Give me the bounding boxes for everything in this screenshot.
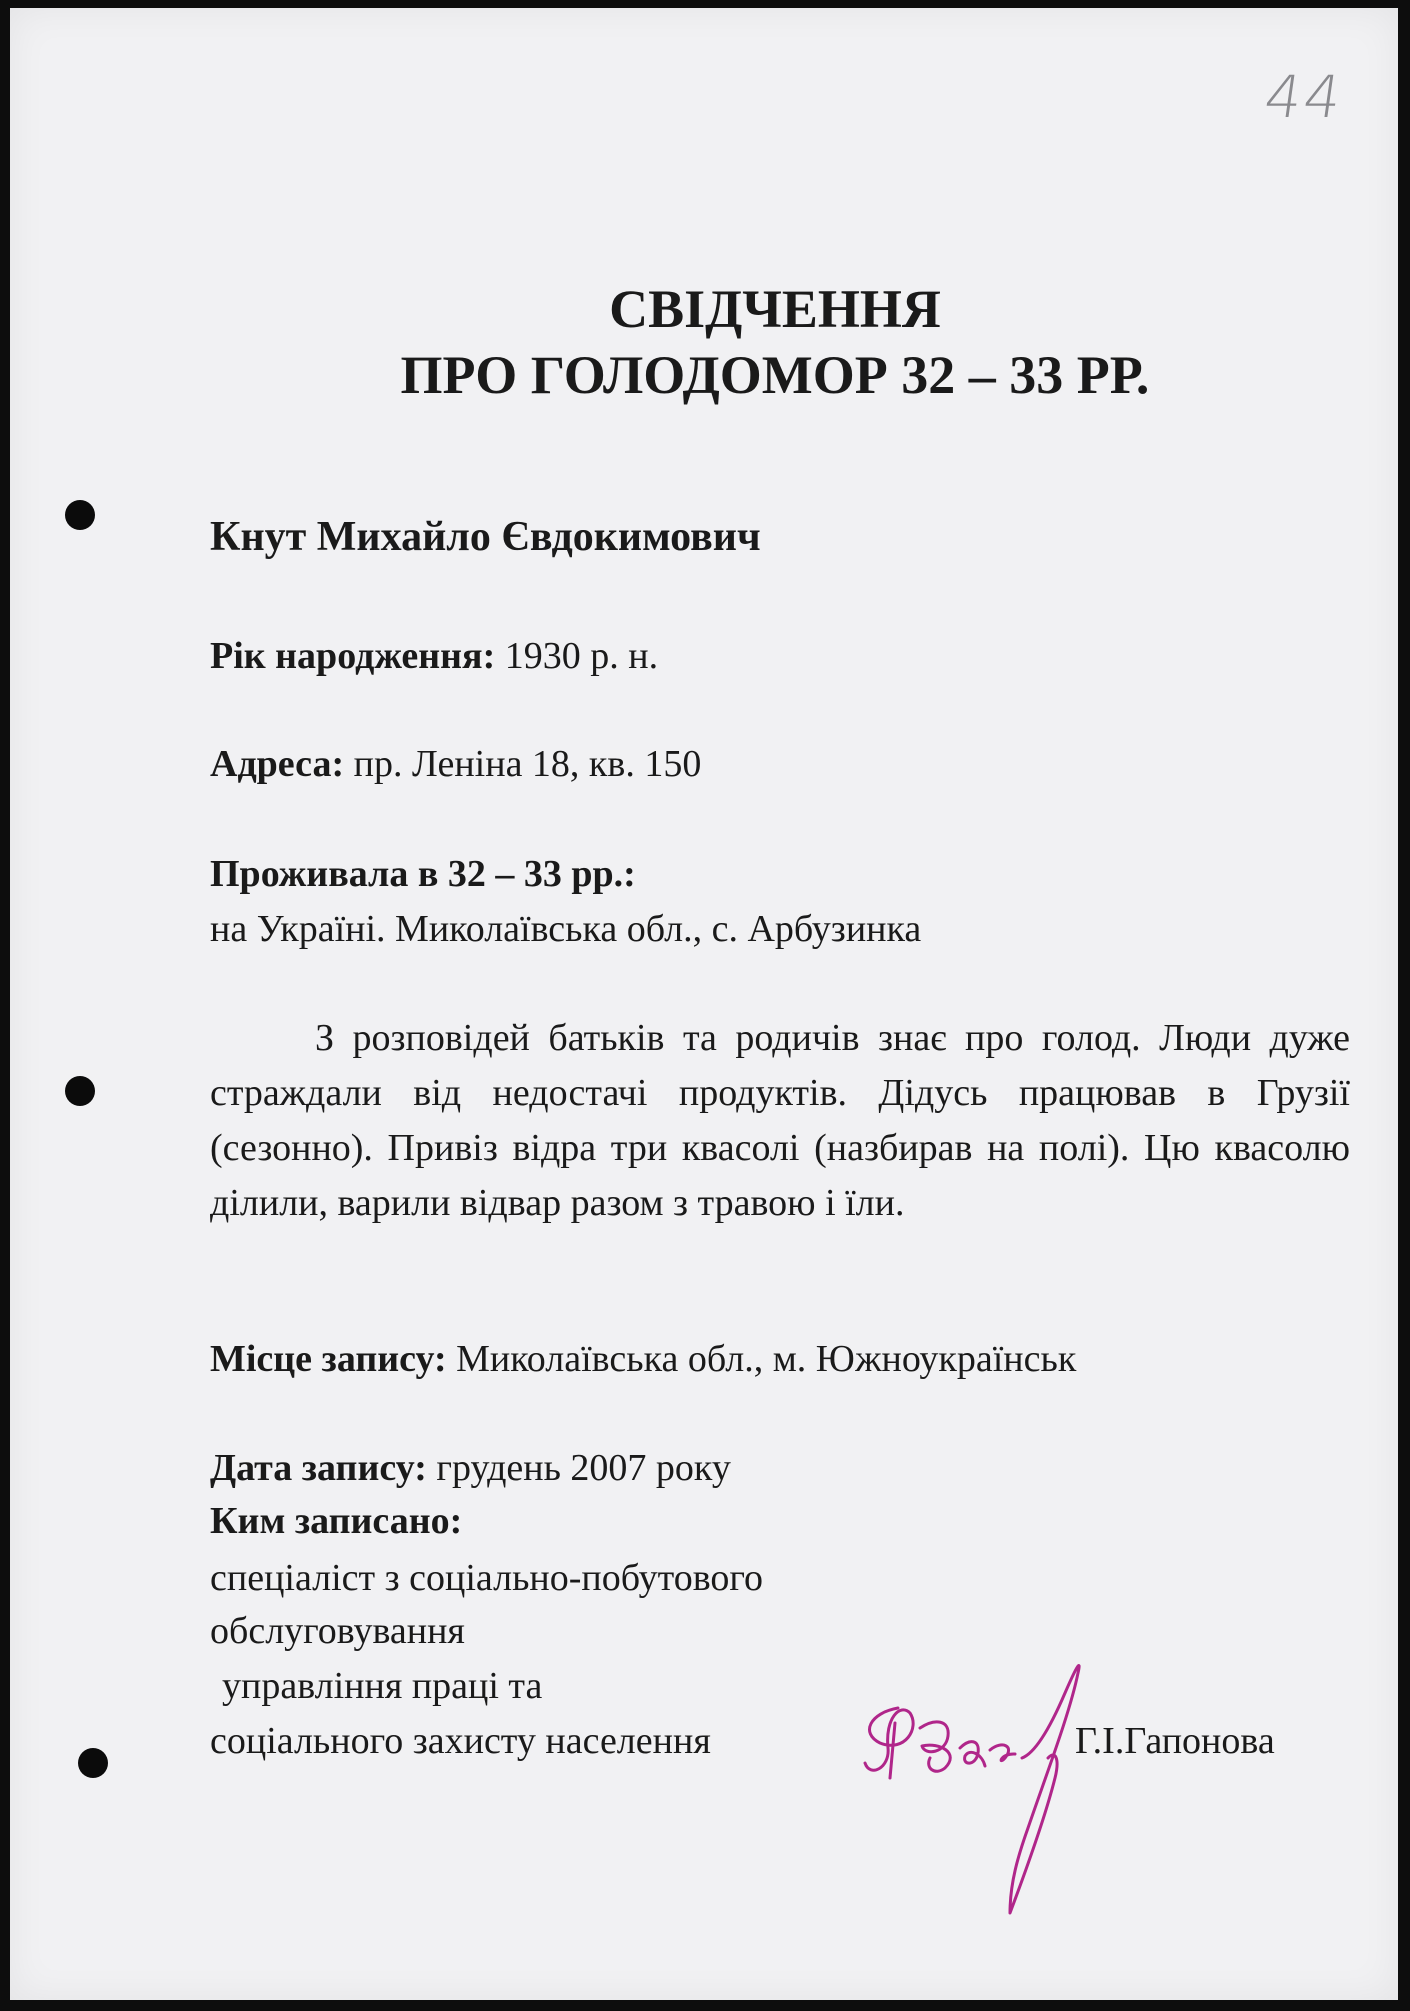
title-line-1: СВІДЧЕННЯ bbox=[609, 279, 941, 339]
person-name: Кнут Михайло Євдокимович bbox=[210, 514, 761, 560]
recorder-line: управління праці та bbox=[222, 1665, 543, 1707]
punch-hole bbox=[65, 1076, 95, 1106]
address-value: пр. Леніна 18, кв. 150 bbox=[344, 743, 702, 785]
page-number: 44 bbox=[1260, 63, 1348, 131]
record-date-label: Дата запису: bbox=[210, 1447, 427, 1489]
birth-label: Рік народження: bbox=[210, 635, 496, 677]
lived-label: Проживала в 32 – 33 рр.: bbox=[210, 853, 636, 895]
record-date-value: грудень 2007 року bbox=[426, 1447, 731, 1489]
punch-hole bbox=[65, 500, 95, 530]
document-page bbox=[10, 8, 1398, 2000]
recorder-line: обслуговування bbox=[210, 1610, 465, 1652]
record-date-field bbox=[210, 1445, 731, 1492]
address-label: Адреса: bbox=[210, 743, 345, 785]
recorder-line: соціального захисту населення bbox=[210, 1720, 711, 1762]
record-place-label: Місце запису: bbox=[210, 1338, 447, 1380]
record-place-field bbox=[210, 1336, 1076, 1383]
signer-name: Г.І.Гапонова bbox=[1075, 1720, 1275, 1762]
handwritten-signature bbox=[850, 1658, 1130, 1958]
document-title bbox=[10, 276, 1410, 408]
testimony-text: З розповідей батьків та родичів знає про голод. Люди дуже страждали від недостачі продуктів. Дідусь працював в Грузії (сезонно). Привіз відра три квасолі (назбирав на полі). Цю квасолю ділили, варили відвар разом з травою і їли. bbox=[210, 1017, 1350, 1224]
recorder-line: спеціаліст з соціально-побутового bbox=[210, 1557, 764, 1599]
punch-hole bbox=[78, 1748, 108, 1778]
birth-value: 1930 р. н. bbox=[495, 635, 659, 677]
record-place-value: Миколаївська обл., м. Южноукраїнськ bbox=[446, 1338, 1077, 1380]
recorder-label: Ким записано: bbox=[210, 1500, 463, 1542]
lived-value: на Україні. Миколаївська обл., с. Арбузинка bbox=[210, 908, 922, 950]
birth-field bbox=[210, 633, 658, 680]
address-field bbox=[210, 741, 701, 788]
title-line-2: ПРО ГОЛОДОМОР 32 – 33 РР. bbox=[400, 345, 1150, 405]
